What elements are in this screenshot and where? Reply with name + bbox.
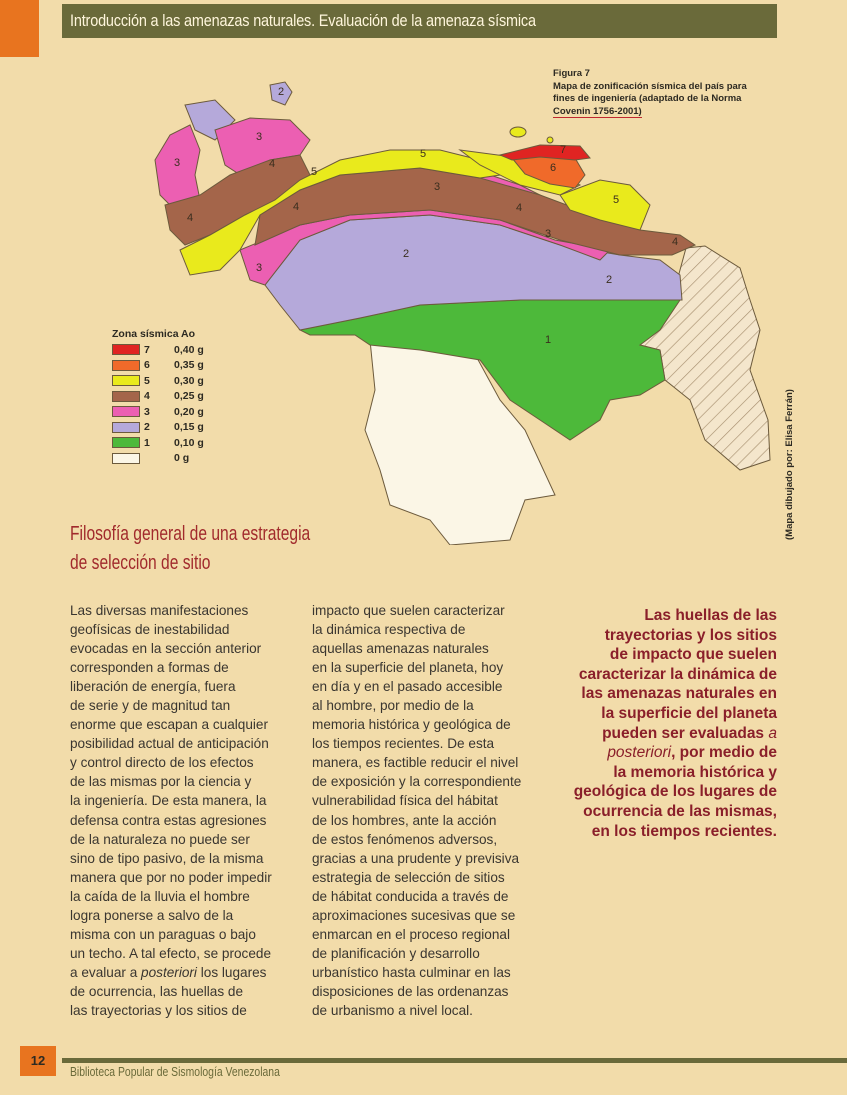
legend-value: 0,35 g <box>174 359 204 372</box>
zone-label: 3 <box>434 181 441 193</box>
pull-quote-line: en los tiempos recientes. <box>591 822 777 840</box>
zone-label: 3 <box>256 262 263 274</box>
figure-caption-line: Covenin 1756-2001) <box>553 105 642 117</box>
legend-value: 0,30 g <box>174 374 204 387</box>
body-line: urbanístico hasta culminar en las <box>312 964 511 980</box>
body-line: en día y en el pasado accesible <box>312 679 503 695</box>
legend-swatch <box>112 375 140 386</box>
body-line: de urbanismo a nivel local. <box>312 1002 473 1018</box>
body-line: enorme que escapan a cualquier <box>70 717 268 733</box>
body-line: en la superficie del planeta, hoy <box>312 660 504 676</box>
pull-quote-line: posteriori, por medio de <box>607 744 777 762</box>
body-line: la dinámica respectiva de <box>312 622 466 638</box>
body-line: estrategia de selección de sitios <box>312 869 505 885</box>
body-line: de planificación y desarrollo <box>312 945 480 961</box>
body-line: geofísicas de inestabilidad <box>70 622 230 638</box>
legend-swatch <box>112 406 140 417</box>
body-line: de la naturaleza no puede ser <box>70 831 250 847</box>
zone-label: 4 <box>269 158 276 170</box>
body-line: a evaluar a posteriori los lugares <box>70 964 267 980</box>
pull-quote-line: pueden ser evaluadas a <box>602 724 777 742</box>
legend-value: 0,10 g <box>174 436 204 449</box>
body-line: liberación de energía, fuera <box>70 679 236 695</box>
body-column-1 <box>70 601 305 1020</box>
body-line: aproximaciones sucesivas que se <box>312 907 516 923</box>
body-line: manera, es factible reducir el nivel <box>312 755 519 771</box>
body-line: posibilidad actual de anticipación <box>70 736 269 752</box>
legend-zone: 6 <box>144 359 150 372</box>
legend-swatch <box>112 360 140 371</box>
body-line: misma con un paraguas o bajo <box>70 926 256 942</box>
zone-label: 7 <box>560 144 567 156</box>
body-line: disposiciones de las ordenanzas <box>312 983 509 999</box>
body-line: la caída de la lluvia el hombre <box>70 888 250 904</box>
legend-swatch <box>112 344 140 355</box>
body-line: aquellas amenazas naturales <box>312 641 489 657</box>
zone-label: 4 <box>516 202 523 214</box>
footer-rule <box>62 1058 847 1063</box>
legend-swatch <box>112 453 140 464</box>
page-number: 12 <box>20 1046 56 1076</box>
zone-label: 3 <box>256 131 263 143</box>
legend-row <box>112 358 204 374</box>
body-line: evocadas en la sección anterior <box>70 641 262 657</box>
body-line: los tiempos recientes. De esta <box>312 736 495 752</box>
zone-label: 6 <box>550 162 557 174</box>
zone-label: 2 <box>606 274 613 286</box>
zone-label: 4 <box>672 236 679 248</box>
legend-swatch <box>112 437 140 448</box>
pull-quote-line: la superficie del planeta <box>601 704 777 722</box>
legend-row <box>112 389 204 405</box>
pull-quote <box>547 606 777 841</box>
body-line: un techo. A tal efecto, se procede <box>70 945 272 961</box>
body-line: las trayectorias y los sitios de <box>70 1002 247 1018</box>
figure-caption <box>553 68 763 118</box>
body-line: de hábitat conducida a través de <box>312 888 509 904</box>
figure-label: Figura 7 <box>553 68 590 79</box>
legend-row <box>112 404 204 420</box>
section-title: Filosofía general de una estrategia de selección de sitio <box>70 523 311 574</box>
legend-zone: 7 <box>144 343 150 356</box>
map-island <box>510 127 526 137</box>
zone-label: 3 <box>174 157 181 169</box>
zone-label: 4 <box>187 212 194 224</box>
body-line: y control directo de los efectos <box>70 755 254 771</box>
zone-label: 2 <box>278 86 285 98</box>
body-line: memoria histórica y geológica de <box>312 717 511 733</box>
body-line: de ocurrencia, las huellas de <box>70 983 244 999</box>
zone-label: 3 <box>545 228 552 240</box>
legend-row <box>112 420 204 436</box>
body-line: enmarcan en el proceso regional <box>312 926 510 942</box>
zone-label: 5 <box>311 166 318 178</box>
legend-value: 0,40 g <box>174 343 204 356</box>
body-line: manera que por no poder impedir <box>70 869 272 885</box>
pull-quote-line: Las huellas de las <box>644 607 777 624</box>
body-line: corresponden a formas de <box>70 660 229 676</box>
zone-label: 5 <box>420 148 427 160</box>
body-line: sino de tipo pasivo, de la misma <box>70 850 264 866</box>
body-line: de los hombres, ante la acción <box>312 812 497 828</box>
map-zone-7 <box>500 145 590 160</box>
body-line: impacto que suelen caracterizar <box>312 603 505 618</box>
map-legend <box>112 328 204 466</box>
body-line: vulnerabilidad física del hábitat <box>312 793 498 809</box>
zone-label: 2 <box>403 248 410 260</box>
pull-quote-line: caracterizar la dinámica de <box>578 665 777 683</box>
legend-row <box>112 342 204 358</box>
legend-title: Zona sísmica Ao <box>112 328 196 340</box>
legend-zone: 5 <box>144 374 150 387</box>
zone-label: 1 <box>545 334 552 346</box>
zone-label: 5 <box>613 194 620 206</box>
map-credit: (Mapa dibujado por: Elisa Ferrán) <box>784 389 795 540</box>
legend-value: 0 g <box>174 452 190 465</box>
legend-zone: 2 <box>144 421 150 434</box>
pull-quote-line: ocurrencia de las mismas, <box>583 802 777 820</box>
legend-swatch <box>112 391 140 402</box>
figure-caption-line: Mapa de zonificación sísmica del país para <box>553 80 747 92</box>
legend-value: 0,15 g <box>174 421 204 434</box>
footer-title: Biblioteca Popular de Sismología Venezolana <box>70 1064 280 1079</box>
pull-quote-line: trayectorias y los sitios <box>604 626 777 644</box>
legend-swatch <box>112 422 140 433</box>
zone-label: 4 <box>293 201 300 213</box>
body-line: gracias a una prudente y previsiva <box>312 850 520 866</box>
legend-value: 0,25 g <box>174 390 204 403</box>
body-line: Las diversas manifestaciones <box>70 603 249 618</box>
legend-zone: 4 <box>144 390 150 403</box>
body-line: logra ponerse a salvo de la <box>70 907 234 923</box>
body-line: de serie y de magnitud tan <box>70 698 231 714</box>
pull-quote-line: de impacto que suelen <box>609 646 777 664</box>
legend-zone: 1 <box>144 436 150 449</box>
legend-row <box>112 451 204 467</box>
pull-quote-line: las amenazas naturales en <box>581 685 777 703</box>
legend-row <box>112 435 204 451</box>
legend-row <box>112 373 204 389</box>
body-line: de exposición y la correspondiente <box>312 774 522 790</box>
pull-quote-line: geológica de los lugares de <box>573 783 777 801</box>
body-line: al hombre, por medio de la <box>312 698 474 714</box>
body-line: de las mismas por la ciencia y <box>70 774 252 790</box>
running-header: Introducción a las amenazas naturales. Evaluación de la amenaza sísmica <box>62 4 777 38</box>
map-island <box>547 137 553 143</box>
pull-quote-line: la memoria histórica y <box>613 763 777 781</box>
body-line: la ingeniería. De esta manera, la <box>70 793 267 809</box>
legend-zone: 3 <box>144 405 150 418</box>
legend-value: 0,20 g <box>174 405 204 418</box>
body-line: defensa contra estas agresiones <box>70 812 267 828</box>
body-column-2 <box>312 601 547 1020</box>
body-line: de estos fenómenos adversos, <box>312 831 498 847</box>
figure-caption-line: fines de ingeniería (adaptado de la Norma <box>553 93 742 104</box>
